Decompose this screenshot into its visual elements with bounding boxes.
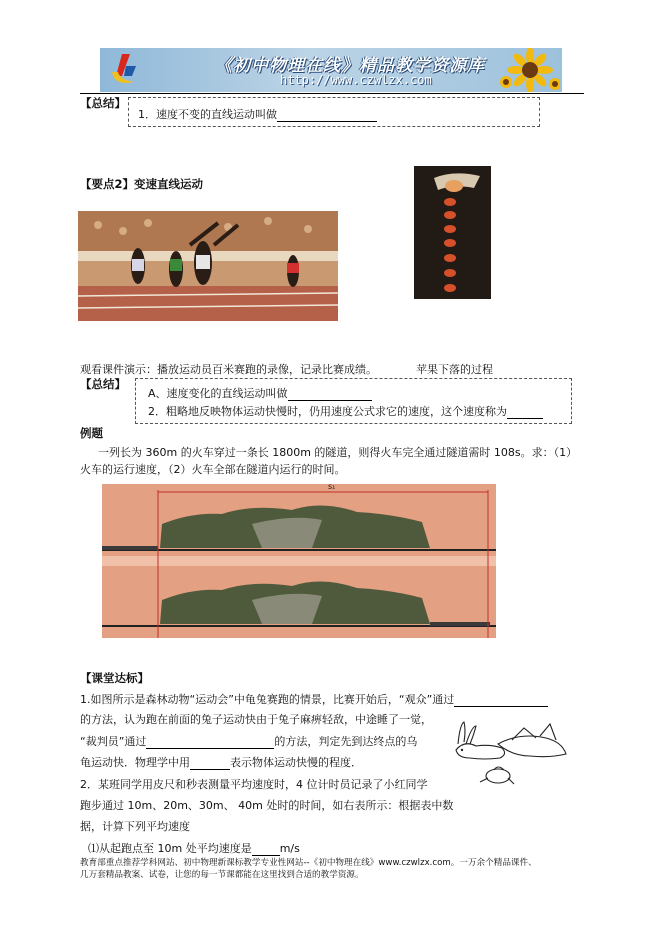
q1-line-2: 的方法，认为跑在前面的兔子运动快由于兔子麻痹轻敌，中途睡了一觉， [80, 713, 432, 726]
summary2-line-a: A、速度变化的直线运动叫做 [148, 385, 372, 401]
demo-text: 观看课件演示：播放运动员百米赛跑的录像，记录比赛成绩。 [80, 363, 377, 376]
answer-blank[interactable] [454, 706, 548, 707]
summary-line-1: 1．速度不变的直线运动叫做 [138, 106, 377, 122]
q1-line-4: 龟运动快．物理学中用 表示物体运动快慢的程度． [80, 756, 362, 769]
summary-heading: 【总结】 [80, 96, 126, 110]
train-tunnel-figure [102, 484, 496, 638]
falling-apple-photo [414, 166, 491, 299]
q2-sub-1: ⑴从起跑点至 10m 处平均速度是 m/s [88, 842, 300, 855]
answer-blank[interactable] [146, 748, 274, 749]
site-logo [108, 52, 138, 88]
answer-blank[interactable] [190, 769, 230, 770]
site-banner [100, 48, 562, 92]
header-rule [80, 93, 584, 94]
banner-title: 《初中物理在线》精品教学资源库 [215, 56, 485, 76]
distance-label: s₁ [328, 484, 336, 491]
q2-line-2: 跑步通过 10m、20m、30m、 40m 处时的时间，如右表所示：根据表中数 [80, 799, 454, 812]
rabbit-turtle-illustration [450, 714, 572, 794]
summary2-heading: 【总结】 [80, 377, 126, 391]
example-line-2: 火车的运行速度，（2）火车全部在隧道内运行的时间。 [80, 463, 346, 476]
q1-line-1: 1.如图所示是森林动物“运动会”中龟兔赛跑的情景，比赛开始后，“观众”通过 [80, 691, 548, 707]
q1-line-3: “裁判员”通过 的方法，判定先到达终点的乌 [80, 735, 418, 748]
answer-blank[interactable] [277, 121, 377, 122]
class-target-heading: 【课堂达标】 [80, 671, 149, 685]
sunflower-image [498, 48, 560, 92]
sprint-race-photo [78, 211, 338, 321]
answer-blank[interactable] [507, 418, 543, 419]
banner-url[interactable]: http://www.czwlzx.com [280, 73, 432, 87]
footer-line-2: 几万套精品教案、试卷，让您的每一节课都能在这里找到合适的教学资源。 [80, 870, 364, 880]
section-heading-point2: 【要点2】变速直线运动 [80, 177, 204, 191]
apple-caption: 苹果下落的过程 [416, 363, 493, 376]
footer-line-1: 教育部重点推荐学科网站、初中物理新课标教学专业性网站--《初中物理在线》www.czwlzx.com。一万余个精品课件、 [80, 858, 537, 868]
example-line-1: 一列长为 360m 的火车穿过一条长 1800m 的隧道，则得火车完全通过隧道需时 108s。求：（1） [98, 446, 578, 459]
q2-line-3: 据，计算下列平均速度 [80, 820, 190, 833]
q2-line-1: 2．某班同学用皮尺和秒表测量平均速度时，4 位计时员记录了小红同学 [80, 778, 428, 791]
summary2-line-2: 2．粗略地反映物体运动快慢时，仍用速度公式求它的速度，这个速度称为 [148, 403, 543, 419]
example-heading: 例题 [80, 426, 103, 440]
answer-blank[interactable] [288, 400, 372, 401]
